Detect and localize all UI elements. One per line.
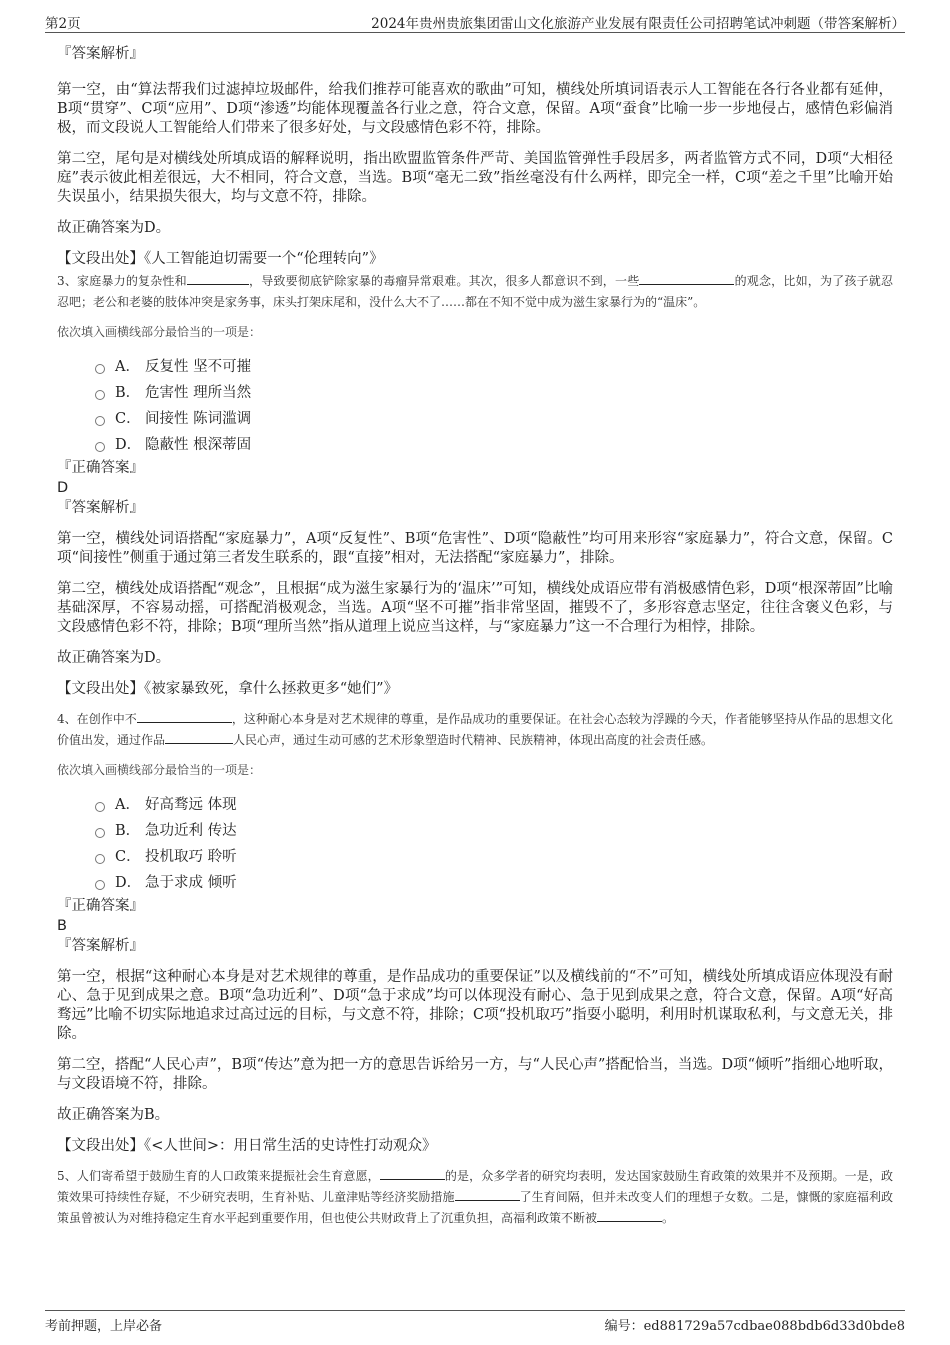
radio-icon[interactable] (95, 364, 105, 374)
q3-analysis-p1: 第一空，横线处词语搭配“家庭暴力”，A项“反复性”、B项“危害性”、D项“隐蔽性”均可用来形容“家庭暴力”，符合文意，保留。C项“间接性”侧重于通过第三者发生联系的，跟“直接”相对，无法搭配“家庭暴力”，排除。 (57, 531, 893, 566)
q2-source: 【文段出处】《人工智能迫切需要一个“伦理转向”》 (57, 251, 384, 267)
q3-source: 【文段出处】《被家暴致死，拿什么拯救更多“她们”》 (57, 681, 399, 697)
q4-correct-answer: B (57, 918, 67, 934)
q4-analysis-p2: 第二空，搭配“人民心声”，B项“传达”意为把一方的意思告诉给另一方，与“人民心声”搭配恰当，当选。D项“倾听”指细心地听取，与文段语境不符，排除。 (57, 1057, 893, 1092)
q2-analysis-p2: 第二空，尾句是对横线处所填成语的解释说明，指出欧盟监管条件严苛、美国监管弹性手段居多，两者监管方式不同，D项“大相径庭”表示彼此相差很远，大不相同，符合文意，当选。B项“毫无二致”指丝毫没有什么两样，即完全一样，C项“差之千里”比喻开始失误虽小，结果损失很大，均与文意不符，排除。 (57, 151, 893, 205)
q4-analysis-tag: 『答案解析』 (57, 938, 144, 954)
radio-icon[interactable] (95, 802, 105, 812)
q4-stem: 4、在创作中不 ，这种耐心本身是对艺术规律的尊重，是作品成功的重要保证。在社会心态较为浮躁的今天，作者能够坚持从作品的思想文化价值出发，通过作品 人民心声，通过生动可感的艺术形象塑造时代精神、民族精神，体现出高度的社会责任感。 (57, 709, 893, 751)
q2-conclusion: 故正确答案为D。 (57, 220, 171, 236)
q3-option-a[interactable]: A． 反复性 坚不可摧 (95, 354, 893, 380)
q4-analysis-p1: 第一空，根据“这种耐心本身是对艺术规律的尊重，是作品成功的重要保证”以及横线前的“不”可知，横线处所填成语应体现没有耐心、急于见到成果之意。B项“急功近利”、D项“急于求成”均可以体现没有耐心、急于见到成果之意，符合文意，保留。A项“好高骛远”比喻不切实际地追求过高过远的目标，与文意不符，排除；C项“投机取巧”指耍小聪明，利用时机谋取私利，与文意无关，排除。 (57, 969, 893, 1042)
q3-option-c[interactable]: C． 间接性 陈词滥调 (95, 406, 893, 432)
q3-blank-1 (187, 271, 249, 285)
footer-slogan: 考前押题，上岸必备 (45, 1319, 163, 1334)
q4-conclusion: 故正确答案为B。 (57, 1107, 170, 1123)
q4-options (57, 792, 893, 896)
q3-analysis-tag: 『答案解析』 (57, 500, 144, 516)
q3-stem: 3、家庭暴力的复杂性和 ，导致要彻底铲除家暴的毒瘤异常艰难。其次，很多人都意识不到，一些 的观念，比如，为了孩子就忍忍吧；老公和老婆的肢体冲突是家务事，床头打架床尾和，没什么大不了……都在不知不觉中成为滋生家暴行为的“温床”。 (57, 271, 893, 313)
radio-icon[interactable] (95, 416, 105, 426)
q4-option-b[interactable]: B． 急功近利 传达 (95, 818, 893, 844)
q3-analysis-p2: 第二空，横线处成语搭配“观念”，且根据“成为滋生家暴行为的‘温床’”可知，横线处成语应带有消极感情色彩，D项“根深蒂固”比喻基础深厚，不容易动摇，可搭配消极观念，当选。A项“坚不可摧”指非常坚固，摧毁不了，多形容意志坚定，往往含褒义色彩，与文段感情色彩不符，排除；B项“理所当然”指从道理上说应当这样，与“家庭暴力”这一不合理行为相悖，排除。 (57, 581, 893, 635)
q3-correct-tag: 『正确答案』 (57, 460, 144, 476)
q4-option-c[interactable]: C． 投机取巧 聆听 (95, 844, 893, 870)
q4-prompt: 依次填入画横线部分最恰当的一项是： (57, 763, 262, 777)
document-title: 2024年贵州贵旅集团雷山文化旅游产业发展有限责任公司招聘笔试冲刺题（带答案解析） (371, 16, 905, 32)
q3-prompt: 依次填入画横线部分最恰当的一项是： (57, 325, 262, 339)
q5-blank-2 (455, 1187, 520, 1201)
page-footer (45, 1310, 905, 1333)
q3-option-d[interactable]: D． 隐蔽性 根深蒂固 (95, 432, 893, 458)
q2-analysis-tag: 『答案解析』 (57, 46, 144, 62)
q4-blank-1 (137, 709, 232, 723)
q2-analysis-p1: 第一空，由“算法帮我们过滤掉垃圾邮件，给我们推荐可能喜欢的歌曲”可知，横线处所填词语表示人工智能在各行各业都有延伸，B项“贯穿”、C项“应用”、D项“渗透”均能体现覆盖各行业之意，符合文意，保留。A项“蚕食”比喻一步一步地侵占，感情色彩偏消极，而文段说人工智能给人们带来了很多好处，与文段感情色彩不符，排除。 (57, 82, 893, 136)
radio-icon[interactable] (95, 442, 105, 452)
q4-correct-tag: 『正确答案』 (57, 898, 144, 914)
page-header (45, 10, 905, 33)
q4-option-a[interactable]: A． 好高骛远 体现 (95, 792, 893, 818)
radio-icon[interactable] (95, 880, 105, 890)
q4-source: 【文段出处】《<人世间>：用日常生活的史诗性打动观众》 (57, 1138, 437, 1154)
radio-icon[interactable] (95, 390, 105, 400)
q4-option-d[interactable]: D． 急于求成 倾听 (95, 870, 893, 896)
radio-icon[interactable] (95, 854, 105, 864)
page-content (57, 44, 893, 1229)
q3-conclusion: 故正确答案为D。 (57, 650, 171, 666)
q3-blank-2 (639, 271, 734, 285)
q3-options (57, 354, 893, 458)
q3-correct-answer: D (57, 480, 69, 496)
q5-stem: 5、人们寄希望于鼓励生育的人口政策来提振社会生育意愿， 的是，众多学者的研究均表明，发达国家鼓励生育政策的效果并不及预期。一是，政策效果可持续性存疑，不少研究表明，生育补贴、儿童津贴等经济奖励措施 了生育间隔，但并未改变人们的理想子女数。二是，慷慨的家庭福利政策虽曾被认为对维持稳定生育水平起到重要作用，但也使公共财政背上了沉重负担，高福利政策不断被 。 (57, 1166, 893, 1229)
q5-blank-1 (380, 1166, 445, 1180)
page-number: 第2页 (45, 16, 81, 32)
radio-icon[interactable] (95, 828, 105, 838)
q3-option-b[interactable]: B． 危害性 理所当然 (95, 380, 893, 406)
document-id: 编号：ed881729a57cdbae088bdb6d33d0bde8 (604, 1319, 905, 1334)
q4-blank-2 (165, 730, 233, 744)
q5-blank-3 (597, 1208, 662, 1222)
